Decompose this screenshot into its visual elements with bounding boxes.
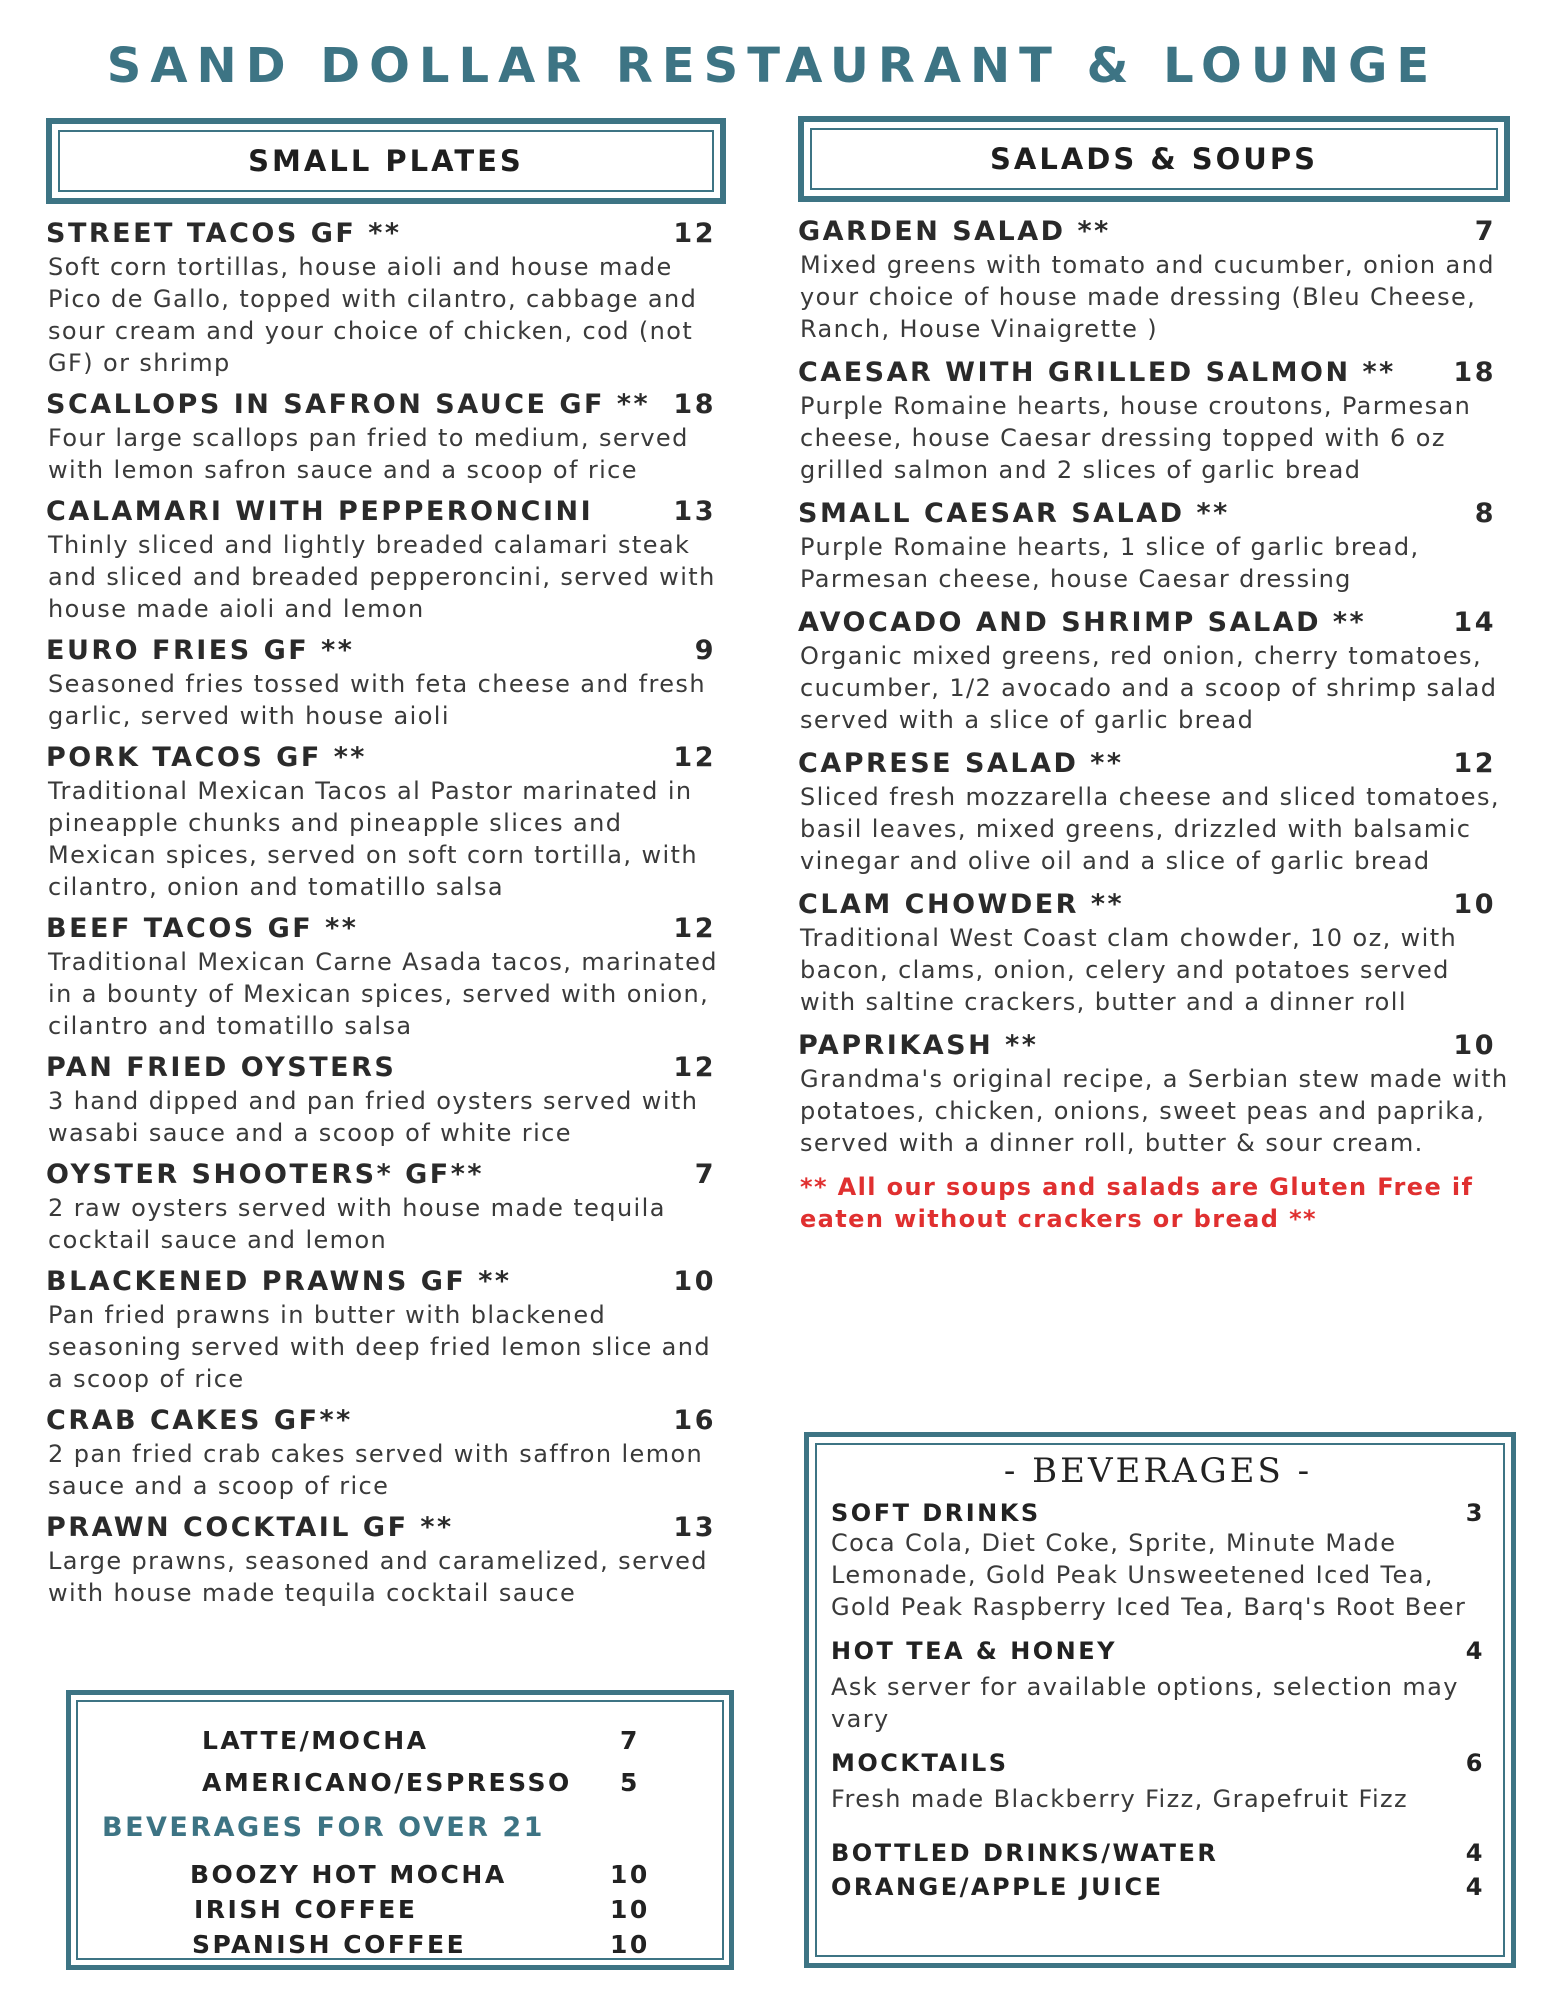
item-name: CAPRESE SALAD ** (798, 748, 1124, 779)
item-name: SCALLOPS IN SAFRON SAUCE GF ** (46, 389, 651, 420)
restaurant-title: SAND DOLLAR RESTAURANT & LOUNGE (106, 38, 1439, 94)
beverage-name: SOFT DRINKS (831, 1499, 1041, 1527)
small-plates-list (46, 218, 726, 1609)
beverage-name: BOTTLED DRINKS/WATER (831, 1839, 1219, 1867)
menu-item (46, 1405, 726, 1502)
item-description: Sliced fresh mozzarella cheese and sliced tomatoes, basil leaves, mixed greens, drizzled with balsamic vinegar and olive oil and a slice of garlic bread (800, 783, 1500, 875)
beverage-name: ORANGE/APPLE JUICE (831, 1873, 1164, 1901)
item-name: PAN FRIED OYSTERS (46, 1052, 397, 1083)
item-description: 3 hand dipped and pan fried oysters served with wasabi sauce and a scoop of white rice (48, 1087, 699, 1147)
coffee-price: 7 (620, 1726, 640, 1755)
item-description: Purple Romaine hearts, 1 slice of garlic bread, Parmesan cheese, house Caesar dressing (800, 533, 1420, 593)
coffee-name: IRISH COFFEE (194, 1895, 418, 1924)
menu-item (46, 1159, 726, 1256)
item-name: GARDEN SALAD ** (798, 216, 1111, 247)
small-plates-column (46, 118, 726, 1619)
item-name: PORK TACOS GF ** (46, 742, 367, 773)
salads-soups-heading: SALADS & SOUPS (810, 128, 1498, 190)
menu-item (46, 389, 726, 486)
item-description: 2 raw oysters served with house made tequila cocktail sauce and lemon (48, 1194, 666, 1254)
menu-item (798, 607, 1510, 736)
beverage-name: HOT TEA & HONEY (831, 1637, 1118, 1665)
salads-soups-list (798, 216, 1510, 1235)
menu-item (46, 913, 726, 1042)
small-plates-header-box (46, 118, 726, 204)
beverage-price: 4 (1465, 1839, 1485, 1867)
beverage-price: 4 (1465, 1637, 1485, 1665)
item-price: 10 (1453, 889, 1496, 920)
beverage-price: 4 (1465, 1873, 1485, 1901)
item-price: 12 (673, 218, 716, 249)
menu-item (46, 1266, 726, 1395)
coffee-row (202, 1726, 640, 1755)
menu-item (46, 635, 726, 732)
menu-item (798, 498, 1510, 595)
item-price: 13 (673, 496, 716, 527)
small-plates-heading: SMALL PLATES (58, 130, 714, 192)
item-price: 13 (673, 1512, 716, 1543)
gluten-free-note: ** All our soups and salads are Gluten Free if eaten without crackers or bread ** (800, 1173, 1474, 1233)
item-description: Organic mixed greens, red onion, cherry tomatoes, cucumber, 1/2 avocado and a scoop of shrimp salad served with a slice of garlic bread (800, 642, 1498, 734)
menu-item (46, 1512, 726, 1609)
menu-item (46, 218, 726, 379)
menu-item (46, 1052, 726, 1149)
item-description: 2 pan fried crab cakes served with saffron lemon sauce and a scoop of rice (48, 1440, 704, 1500)
item-description: Seasoned fries tossed with feta cheese and fresh garlic, served with house aioli (48, 670, 706, 730)
item-price: 16 (673, 1405, 716, 1436)
coffee-price: 10 (610, 1930, 650, 1959)
coffee-row (190, 1860, 650, 1889)
item-description: Four large scallops pan fried to medium, served with lemon safron sauce and a scoop of rice (48, 424, 689, 484)
coffee-name: AMERICANO/ESPRESSO (202, 1768, 572, 1797)
item-price: 7 (694, 1159, 716, 1190)
item-description: Pan fried prawns in butter with blackened seasoning served with deep fried lemon slice and a scoop of rice (48, 1301, 711, 1393)
item-name: STREET TACOS GF ** (46, 218, 402, 249)
beverages-box (804, 1432, 1516, 1968)
item-name: CRAB CAKES GF** (46, 1405, 353, 1436)
item-name: PAPRIKASH ** (798, 1030, 1039, 1061)
beverage-name: MOCKTAILS (831, 1749, 1009, 1777)
coffee-name: LATTE/MOCHA (202, 1726, 429, 1755)
item-price: 12 (1453, 748, 1496, 779)
item-price: 8 (1474, 498, 1496, 529)
coffee-name: SPANISH COFFEE (192, 1930, 467, 1959)
item-name: CAESAR WITH GRILLED SALMON ** (798, 357, 1396, 388)
item-description: Traditional West Coast clam chowder, 10 oz, with bacon, clams, onion, celery and potatoes served with saltine crackers, butter and a dinner roll (800, 924, 1458, 1016)
salads-soups-header-box (798, 116, 1510, 202)
item-name: AVOCADO AND SHRIMP SALAD ** (798, 607, 1367, 638)
item-price: 10 (1453, 1030, 1496, 1061)
beverage-item (831, 1749, 1485, 1815)
menu-item (798, 889, 1510, 1018)
menu-item (798, 357, 1510, 486)
coffee-price: 10 (610, 1895, 650, 1924)
item-price: 14 (1453, 607, 1496, 638)
beverage-description: Ask server for available options, selection may vary (831, 1673, 1459, 1733)
beverages-heading: - BEVERAGES - (1003, 1451, 1313, 1491)
item-name: BEEF TACOS GF ** (46, 913, 359, 944)
salads-soups-column (798, 116, 1510, 1235)
item-price: 12 (673, 742, 716, 773)
coffee-price: 5 (620, 1768, 640, 1797)
item-price: 12 (673, 1052, 716, 1083)
menu-item (798, 1030, 1510, 1159)
item-price: 10 (673, 1266, 716, 1297)
menu-item (798, 216, 1510, 345)
item-name: PRAWN COCKTAIL GF ** (46, 1512, 454, 1543)
item-description: Soft corn tortillas, house aioli and house made Pico de Gallo, topped with cilantro, cabbage and sour cream and your choice of chicken, cod (not GF) or shrimp (48, 253, 698, 377)
item-price: 7 (1474, 216, 1496, 247)
item-name: BLACKENED PRAWNS GF ** (46, 1266, 512, 1297)
beverage-item (831, 1637, 1485, 1735)
item-description: Mixed greens with tomato and cucumber, onion and your choice of house made dressing (Bleu Cheese, Ranch, House Vinaigrette ) (800, 251, 1495, 343)
item-description: Traditional Mexican Tacos al Pastor marinated in pineapple chunks and pineapple slices and Mexican spices, served on soft corn tortilla, with cilantro, onion and tomatillo salsa (48, 777, 698, 901)
item-price: 18 (1453, 357, 1496, 388)
item-name: OYSTER SHOOTERS* GF** (46, 1159, 484, 1190)
beverage-item (831, 1873, 1485, 1901)
item-name: EURO FRIES GF ** (46, 635, 355, 666)
item-name: CLAM CHOWDER ** (798, 889, 1125, 920)
menu-item (46, 496, 726, 625)
item-price: 9 (694, 635, 716, 666)
item-price: 12 (673, 913, 716, 944)
menu-item (46, 742, 726, 903)
coffee-name: BOOZY HOT MOCHA (190, 1860, 507, 1889)
item-name: CALAMARI WITH PEPPERONCINI (46, 496, 594, 527)
item-description: Traditional Mexican Carne Asada tacos, marinated in a bounty of Mexican spices, served with onion, cilantro and tomatillo salsa (48, 948, 718, 1040)
beverage-item (831, 1839, 1485, 1867)
coffee-row (202, 1768, 640, 1797)
coffee-row (194, 1895, 650, 1924)
item-price: 18 (673, 389, 716, 420)
coffee-box (66, 1690, 734, 1970)
coffee-price: 10 (610, 1860, 650, 1889)
beverage-price: 6 (1465, 1749, 1485, 1777)
beverage-description: Coca Cola, Diet Coke, Sprite, Minute Made Lemonade, Gold Peak Unsweetened Iced Tea, Gold Peak Raspberry Iced Tea, Barq's Root Beer (831, 1529, 1467, 1621)
item-description: Thinly sliced and lightly breaded calamari steak and sliced and breaded pepperoncini, served with house made aioli and lemon (48, 531, 716, 623)
item-description: Large prawns, seasoned and caramelized, served with house made tequila cocktail sauce (48, 1547, 708, 1607)
item-name: SMALL CAESAR SALAD ** (798, 498, 1230, 529)
beverage-price: 3 (1465, 1499, 1485, 1527)
beverage-item (831, 1499, 1485, 1623)
beverage-description: Fresh made Blackberry Fizz, Grapefruit Fizz (831, 1785, 1409, 1813)
coffee-row (192, 1930, 650, 1959)
item-description: Purple Romaine hearts, house croutons, Parmesan cheese, house Caesar dressing topped with 6 oz grilled salmon and 2 slices of garlic bread (800, 392, 1472, 484)
item-description: Grandma's original recipe, a Serbian stew made with potatoes, chicken, onions, sweet peas and paprika, served with a dinner roll, butter & sour cream. (800, 1065, 1509, 1157)
over-21-heading: BEVERAGES FOR OVER 21 (102, 1812, 545, 1843)
menu-item (798, 748, 1510, 877)
